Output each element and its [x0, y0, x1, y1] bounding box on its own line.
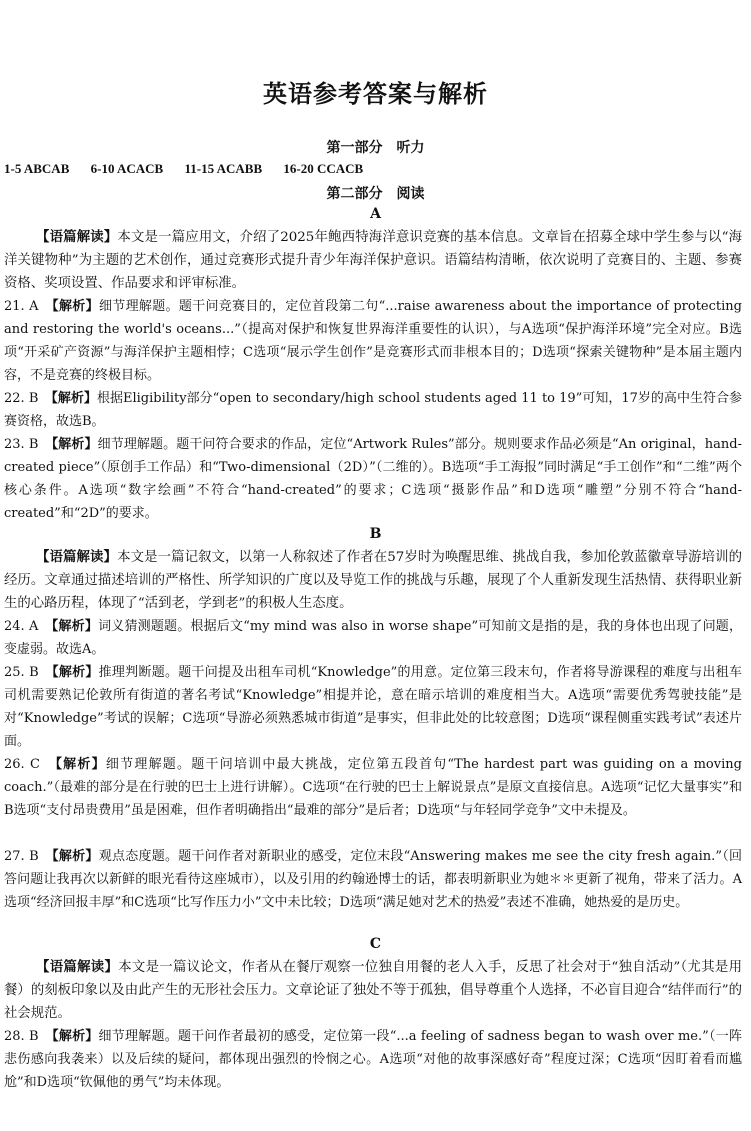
- question-21: [4, 295, 742, 387]
- part2-heading: 第二部分 阅读: [326, 186, 425, 202]
- section-c-letter: C: [369, 936, 382, 952]
- analysis-text: 细节理解题。题干问培训中最大挑战，定位第五段首句“The hardest part was guiding on a moving coach.”（最难的部分是在行驶的巴士上进行讲解）。C选项“在行驶的巴士上解说景点”是原文直接信息。A选项“记忆大量事实”和B选项“支付昂贵费用”虽是困难，但作者明确指出“最难的部分”是后者；D选项“与年轻同学竞争”文中未提及。: [4, 757, 742, 818]
- intro-tag: 【语篇解读】: [36, 959, 119, 975]
- analysis-tag: 【解析】: [52, 1029, 99, 1044]
- question-number: 23. B: [4, 437, 39, 452]
- analysis-text: 细节理解题。题干问符合要求的作品，定位“Artwork Rules”部分。规则要求作品必须是“An original，hand-created piece”（原创手工作品）和“Two-dimensional（2D）”（二维的）。B选项“手工海报”同时满足“手工创作”和“二维”两个核心条件。A选项“数字绘画”不符合“hand-created”的要求；C选项“摄影作品”和D选项“雕塑”分别不符合“hand-created”和“2D”的要求。: [4, 437, 742, 521]
- question-number: 21. A: [4, 299, 39, 314]
- question-24: [4, 615, 742, 661]
- intro-text: 本文是一篇记叙文，以第一人称叙述了作者在57岁时为唤醒思维、挑战自我，参加伦敦蓝徽章导游培训的经历。文章通过描述培训的严格性、所学知识的广度以及导览工作的挑战与乐趣，展现了个人重新发现生活热情、获得职业新生的心路历程，体现了“活到老，学到老”的积极人生态度。: [4, 550, 742, 611]
- part1-heading: 第一部分 听力: [326, 140, 425, 156]
- question-25: [4, 661, 742, 753]
- question-28: [4, 1025, 742, 1094]
- analysis-text: 词义猜测题题。根据后文“my mind was also in worse shape”可知前文是指的是，我的身体也出现了问题，变虚弱。故选A。: [4, 619, 742, 657]
- analysis-tag: 【解析】: [52, 849, 99, 864]
- section-c-intro: [4, 956, 742, 1025]
- analysis-tag: 【解析】: [55, 757, 106, 772]
- answer-group: 6-10 ACACB: [90, 161, 164, 176]
- question-number: 24. A: [4, 619, 39, 634]
- analysis-text: 根据Eligibility部分“open to secondary/high school students aged 11 to 19”可知，17岁的高中生符合参赛资格，故选B。: [4, 391, 742, 429]
- section-a-intro: [4, 226, 742, 295]
- answer-group: 16-20 CCACB: [283, 161, 364, 176]
- intro-tag: 【语篇解读】: [36, 549, 118, 565]
- question-26: [4, 753, 742, 822]
- question-number: 26. C: [4, 757, 40, 772]
- question-22: [4, 387, 742, 433]
- answer-group: 1-5 ABCAB: [4, 161, 70, 176]
- section-a-letter: A: [370, 206, 381, 222]
- answer-group: 11-15 ACABB: [184, 161, 263, 176]
- question-23: [4, 433, 742, 525]
- analysis-tag: 【解析】: [51, 391, 97, 406]
- intro-tag: 【语篇解读】: [36, 229, 118, 245]
- analysis-text: 细节理解题。题干问作者最初的感受，定位第一段“...a feeling of sadness began to wash over me.”（一阵悲伤感向我袭来）以及后续的疑问，都体现出强烈的怜悯之心。A选项“对他的故事深感好奇”程度过深；C选项“因盯着看而尴尬”和D选项“钦佩他的勇气”均未体现。: [4, 1029, 742, 1090]
- question-number: 22. B: [4, 391, 39, 406]
- question-number: 28. B: [4, 1029, 39, 1044]
- analysis-text: 细节理解题。题干问竞赛目的，定位首段第二句“...raise awareness about the importance of protecting and restoring the world's oceans...”（提高对保护和恢复世界海洋重要性的认识），与A选项“保护海洋环境”完全对应。B选项“开采矿产资源”与海洋保护主题相悖；C选项“展示学生创作”是竞赛形式而非根本目的；D选项“探索关键物种”是本届主题内容，不是竞赛的终极目标。: [4, 299, 742, 383]
- analysis-text: 观点态度题。题干问作者对新职业的感受，定位末段“Answering makes me see the city fresh again.”（回答问题让我再次以新鲜的眼光看待这座城市），以及引用的约翰逊博士的话，都表明新职业为她＊＊更新了视角，带来了活力。A选项“经济回报丰厚”和C选项“比写作压力小”文中未比较；D选项“满足她对艺术的热爱”表述不准确，她热爱的是历史。: [4, 849, 742, 910]
- intro-text: 本文是一篇议论文，作者从在餐厅观察一位独自用餐的老人入手，反思了社会对于“独自活动”（尤其是用餐）的刻板印象以及由此产生的无形社会压力。文章论证了独处不等于孤独，倡导尊重个人选择，不必盲目迎合“结伴而行”的社会规范。: [4, 960, 742, 1021]
- analysis-tag: 【解析】: [51, 437, 98, 452]
- question-number: 25. B: [4, 665, 39, 680]
- analysis-tag: 【解析】: [51, 619, 99, 634]
- page-title: 英语参考答案与解析: [263, 79, 488, 108]
- intro-text: 本文是一篇应用文，介绍了2025年鲍西特海洋意识竞赛的基本信息。文章旨在招募全球中学生参与以“海洋关键物种”为主题的艺术创作，通过竞赛形式提升青少年海洋保护意识。语篇结构清晰，依次说明了竞赛目的、主题、参赛资格、奖项设置、作品要求和评审标准。: [4, 230, 743, 291]
- section-b-intro: [4, 546, 742, 615]
- question-number: 27. B: [4, 849, 39, 864]
- question-27: [4, 845, 742, 914]
- section-b-letter: B: [369, 526, 382, 542]
- analysis-text: 推理判断题。题干问提及出租车司机“Knowledge”的用意。定位第三段末句，作者将导游课程的难度与出租车司机需要熟记伦敦所有街道的著名考试“Knowledge”相提并论，意在暗示培训的难度相当大。A选项“需要优秀驾驶技能”是对“Knowledge”考试的误解；C选项“导游必须熟悉城市街道”是事实，但非此处的比较意图；D选项“课程侧重实践考试”表述片面。: [4, 665, 742, 749]
- listening-answers: [4, 161, 381, 177]
- analysis-tag: 【解析】: [52, 665, 99, 680]
- analysis-tag: 【解析】: [52, 299, 99, 314]
